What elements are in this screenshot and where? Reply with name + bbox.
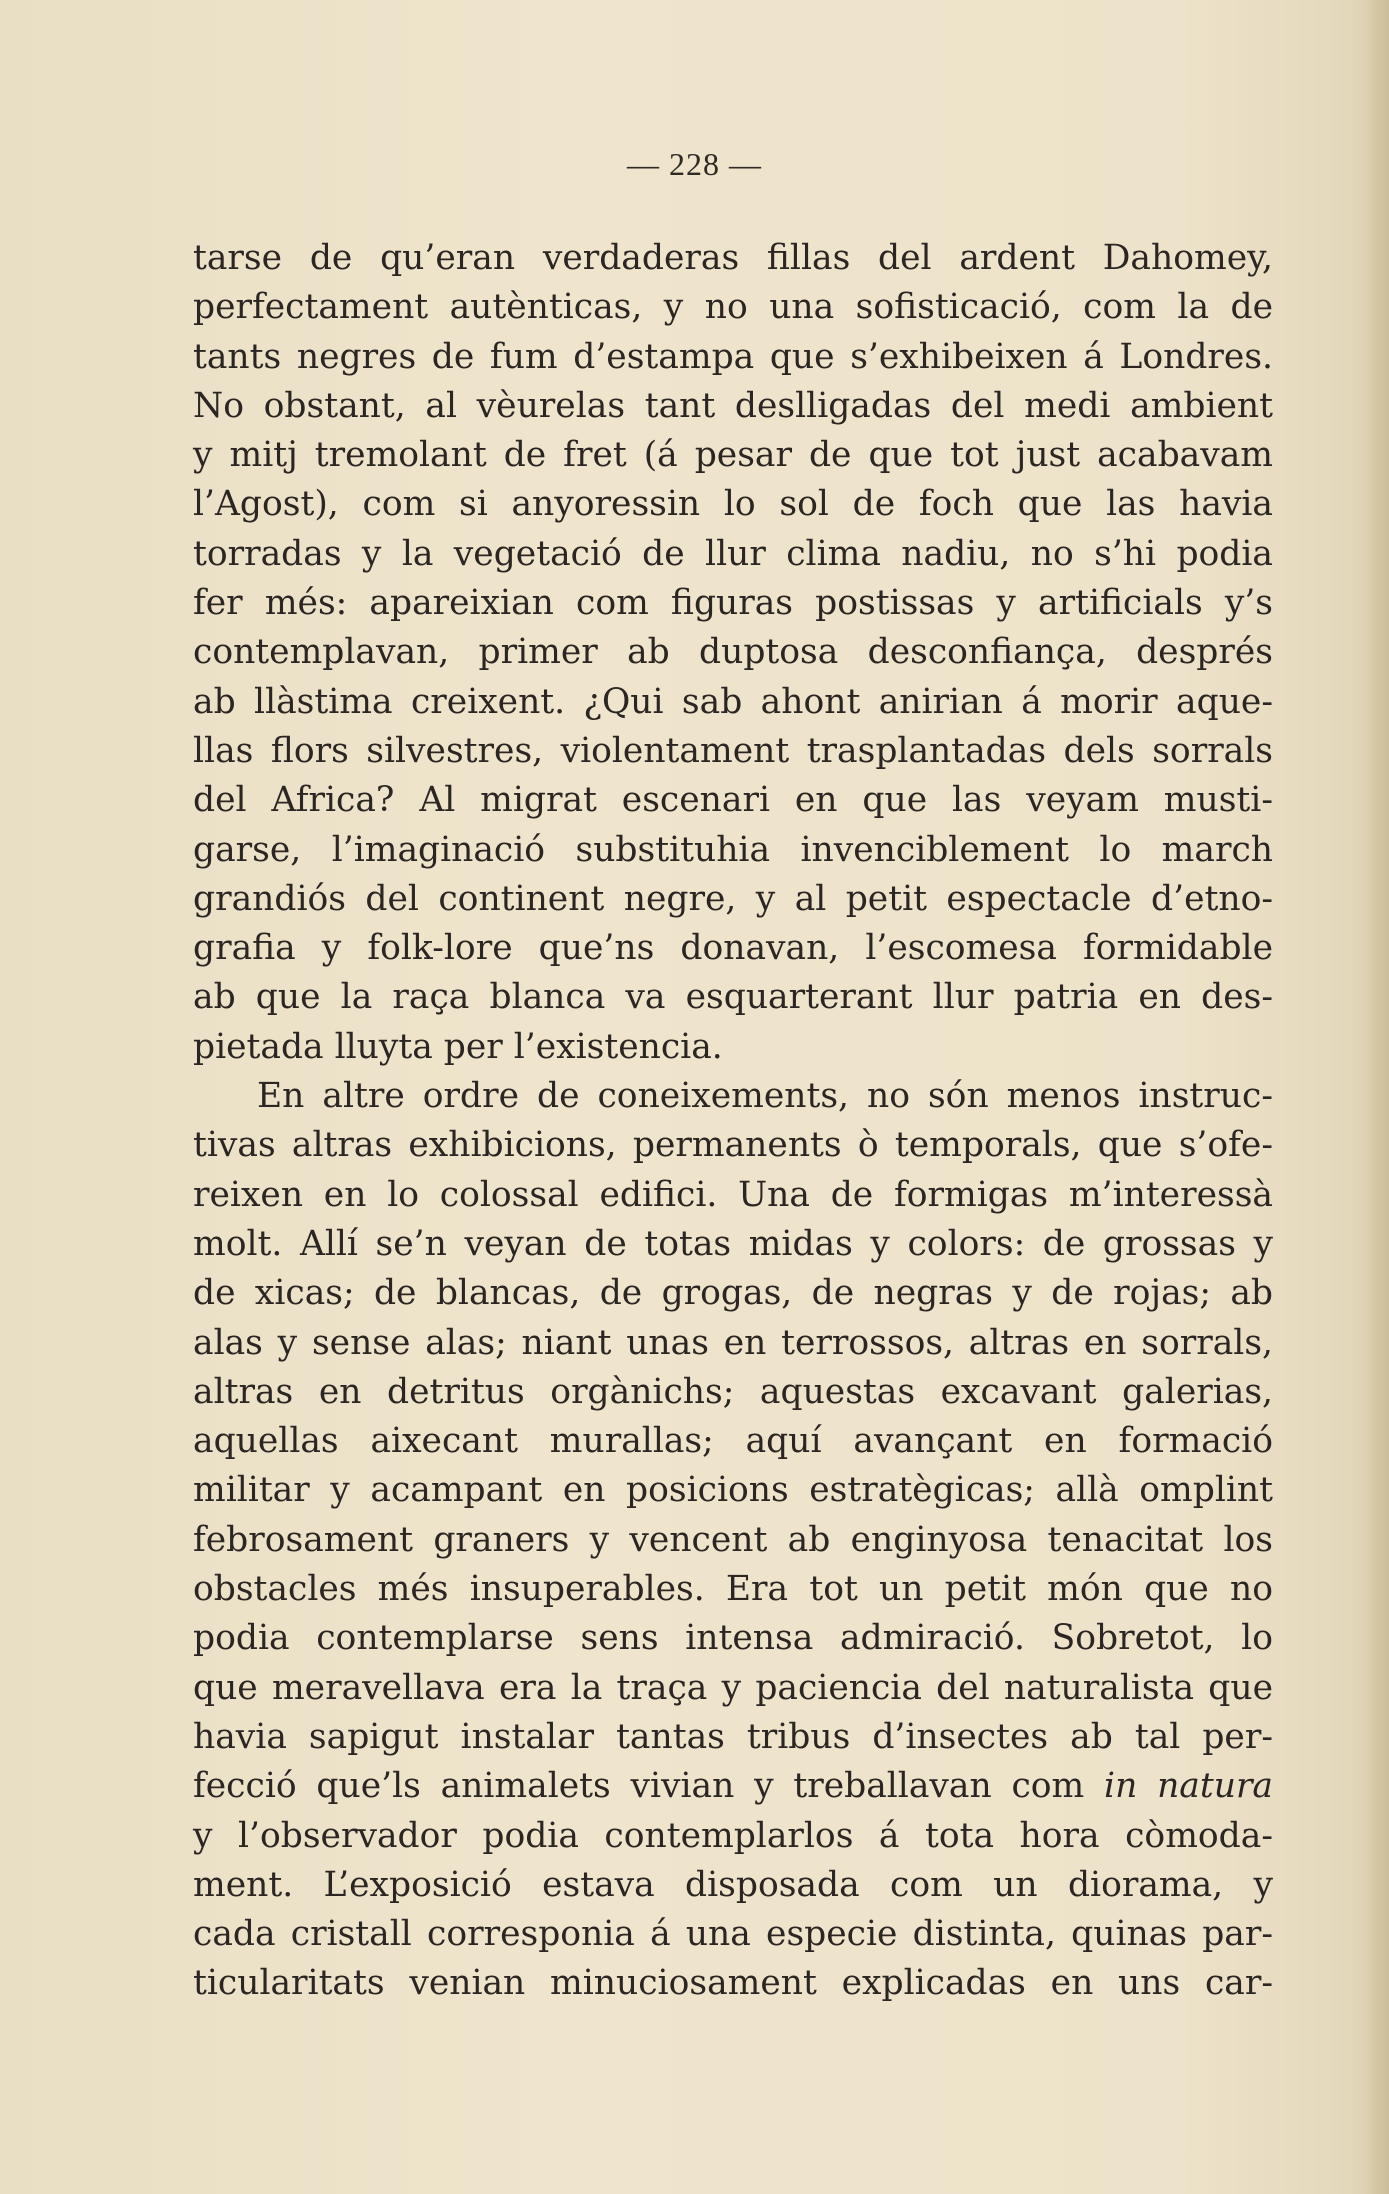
text-line: llas flors silvestres, violentament trasplantadas dels sorrals [193,730,1273,771]
body-text [193,234,1273,2009]
text-line: y mitj tremolant de fret (á pesar de que tot just acabavam [193,435,1273,476]
text-line: No obstant, al vèurelas tant deslligadas del medi ambient [193,385,1273,426]
text-line: reixen en lo colossal edifici. Una de formigas m’interessà [193,1174,1273,1215]
page-number: — 228 — [627,146,762,182]
text-line: l’Agost), com si anyoressin lo sol de foch que las havia [193,484,1273,525]
text-line [193,1762,1273,1811]
text-line: aquellas aixecant murallas; aquí avançant en formació [193,1421,1273,1462]
text-line: altras en detritus orgànichs; aquestas excavant galerias, [193,1371,1273,1412]
text-line: garse, l’imaginació substituhia invenciblement lo march [193,829,1273,870]
text-line: tarse de qu’eran verdaderas fillas del ardent Dahomey, [193,238,1273,278]
text-line: torradas y la vegetació de llur clima nadiu, no s’hi podia [193,533,1273,574]
text-line: havia sapigut instalar tantas tribus d’insectes ab tal per- [193,1716,1273,1757]
text-line: militar y acampant en posicions estratègicas; allà omplint [193,1470,1273,1511]
text-line: tants negres de fum d’estampa que s’exhibeixen á Londres. [193,336,1273,377]
text-line: del Africa? Al migrat escenari en que las veyam musti- [193,780,1273,821]
text-line: fer més: apareixian com figuras postissas y artificials y’s [193,583,1273,624]
text-line: En altre ordre de coneixements, no són menos instruc- [257,1076,1273,1117]
text-line: y l’observador podia contemplarlos á tota hora còmoda- [193,1815,1273,1856]
text-line: perfectament autènticas, y no una sofisticació, com la de [193,287,1273,328]
text-line: alas y sense alas; niant unas en terrossos, altras en sorrals, [193,1322,1273,1363]
text-line: molt. Allí se’n veyan de totas midas y colors: de grossas y [193,1223,1273,1264]
italic-phrase: in natura [1104,1766,1273,1807]
text-line: ment. L’exposició estava disposada com un diorama, y [193,1864,1273,1905]
text-line: tivas altras exhibicions, permanents ò temporals, que s’ofe- [193,1125,1273,1166]
text-line: contemplavan, primer ab duptosa desconfiança, després [193,632,1273,673]
text-line: febrosament graners y vencent ab enginyosa tenacitat los [193,1519,1273,1560]
text-line: que meravellava era la traça y paciencia del naturalista que [193,1667,1273,1708]
text-line: cada cristall corresponia á una especie distinta, quinas par- [193,1914,1273,1955]
text-line: de xicas; de blancas, de grogas, de negras y de rojas; ab [193,1273,1273,1314]
text-line: podia contemplarse sens intensa admiració. Sobretot, lo [193,1618,1273,1659]
text-line: grandiós del continent negre, y al petit espectacle d’etno- [193,878,1273,919]
text-line: ticularitats venian minuciosament explicadas en uns car- [193,1963,1273,2004]
text-line: pietada lluyta per l’existencia. [193,1026,723,1067]
page-edge-shadow [1363,0,1389,2194]
text-line: grafia y folk-lore que’ns donavan, l’escomesa formidable [193,928,1273,969]
text-line: ab llàstima creixent. ¿Qui sab ahont anirian á morir aque- [193,681,1273,722]
text-line-roman: fecció que’ls animalets vivian y treballavan com [193,1766,1105,1807]
text-line: ab que la raça blanca va esquarterant llur patria en des- [193,977,1273,1018]
text-line: obstacles més insuperables. Era tot un petit món que no [193,1569,1273,1610]
